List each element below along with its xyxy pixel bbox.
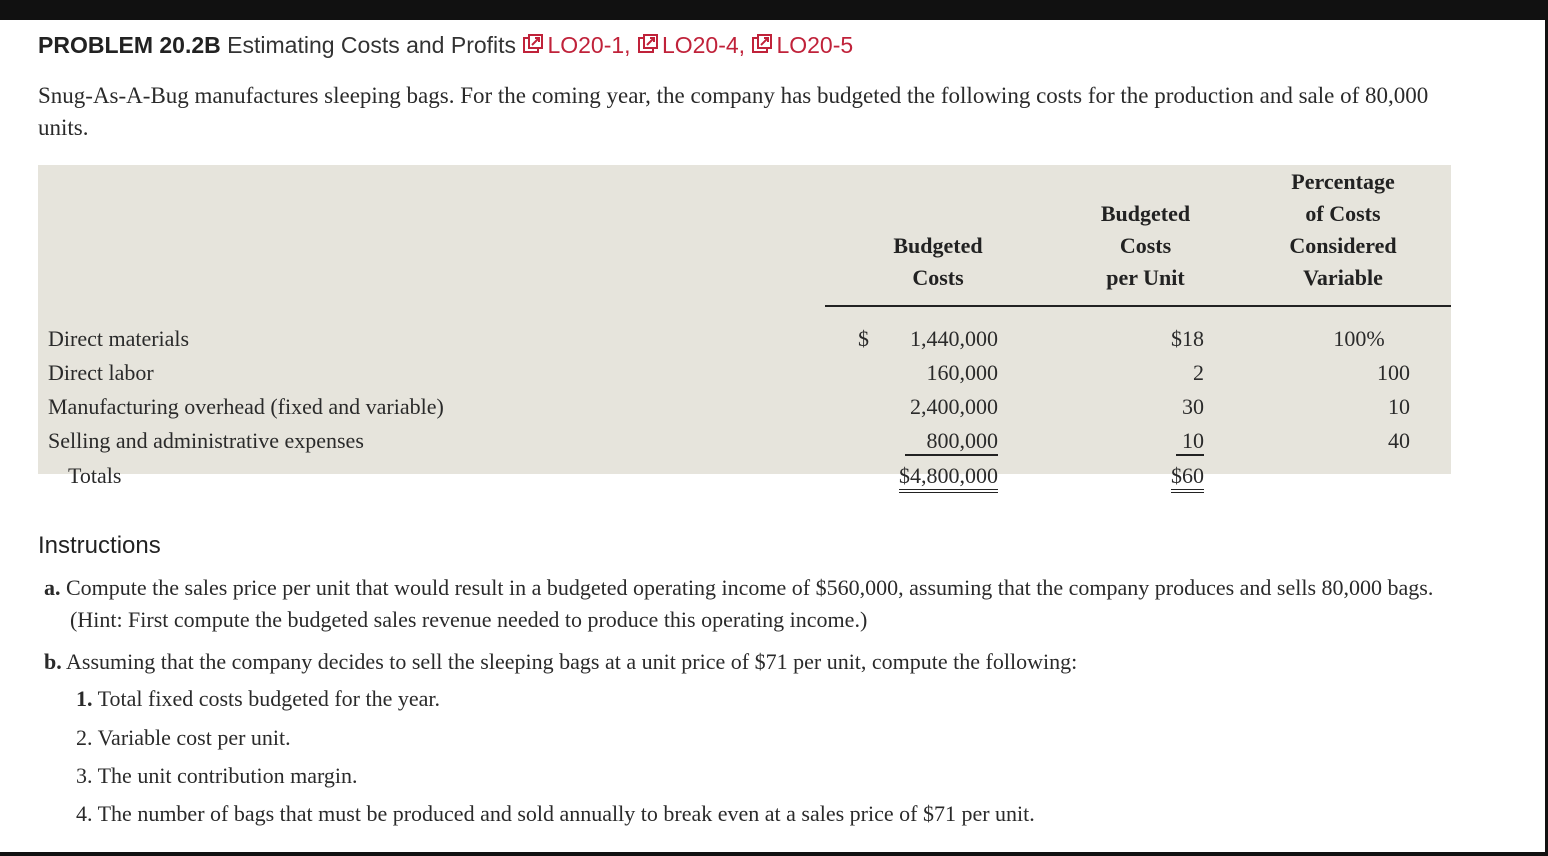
- intro-paragraph: Snug-As-A-Bug manufactures sleeping bags. For the coming year, the company has budgeted the following costs for the production and sale of 80,000 units.: [38, 83, 1429, 140]
- external-link-icon: [637, 33, 659, 55]
- total-budgeted-costs: $4,800,000: [858, 463, 998, 493]
- cell-budgeted-costs: 160,000: [926, 360, 998, 385]
- sub-item-4: 4. The number of bags that must be produced and sold annually to break even at a sales price of $71 per unit.: [76, 801, 1035, 826]
- sub-item-1: 1. Total fixed costs budgeted for the year.: [76, 686, 441, 711]
- instruction-b-letter: b.: [44, 649, 62, 674]
- cell-budgeted-costs: $ 1,440,000: [858, 326, 998, 351]
- document-page: [0, 20, 1545, 852]
- external-link-icon: [522, 33, 544, 55]
- problem-number: PROBLEM 20.2B: [38, 32, 221, 58]
- cell-percentage: 10: [1388, 394, 1410, 419]
- instructions-heading: Instructions: [38, 532, 161, 559]
- instruction-a-letter: a.: [44, 575, 61, 600]
- row-label: Direct labor: [48, 360, 154, 385]
- cost-table: [38, 165, 1451, 488]
- sub-item-2: 2. Variable cost per unit.: [76, 725, 291, 750]
- instruction-b-text: Assuming that the company decides to sell the sleeping bags at a unit price of $71 per unit, compute the following:: [66, 649, 1078, 674]
- row-label: Manufacturing overhead (fixed and variable): [48, 394, 444, 419]
- instruction-a: [44, 572, 1464, 636]
- cell-budgeted-costs: 800,000: [858, 428, 998, 456]
- cell-budgeted-costs: 2,400,000: [910, 394, 998, 419]
- cell-percentage: 40: [1388, 428, 1410, 453]
- header-rule: [825, 305, 1451, 307]
- header-costs-per-unit: Budgeted Costs per Unit: [1100, 201, 1191, 290]
- totals-label: Totals: [68, 463, 122, 488]
- header-budgeted-costs: Budgeted Costs: [893, 233, 983, 290]
- lo-link-1[interactable]: LO20-1,: [522, 32, 630, 58]
- external-link-icon: [751, 33, 773, 55]
- row-label: Selling and administrative expenses: [48, 428, 364, 453]
- problem-header: [38, 32, 853, 59]
- cell-per-unit: 10: [1118, 428, 1204, 456]
- sub-item-3: 3. The unit contribution margin.: [76, 763, 358, 788]
- cell-per-unit: 30: [1182, 394, 1204, 419]
- cell-per-unit: 2: [1193, 360, 1204, 385]
- cell-percentage: 100%: [1333, 326, 1385, 351]
- header-percentage-variable: Percentage of Costs Considered Variable: [1289, 169, 1397, 290]
- instruction-a-text: Compute the sales price per unit that would result in a budgeted operating income of $560,000, assuming that the company produces and sells 80,000 bags. (Hint: First compute the budgeted sales revenue needed to produce this operating income.): [66, 575, 1434, 632]
- instruction-b: [44, 646, 1464, 678]
- cell-per-unit: $18: [1171, 326, 1204, 351]
- total-per-unit: $60: [1118, 463, 1204, 493]
- lo-link-2[interactable]: LO20-4,: [637, 32, 745, 58]
- lo-link-3[interactable]: LO20-5: [751, 32, 853, 58]
- cell-percentage: 100: [1377, 360, 1410, 385]
- problem-title: Estimating Costs and Profits: [227, 32, 517, 58]
- row-label: Direct materials: [48, 326, 190, 351]
